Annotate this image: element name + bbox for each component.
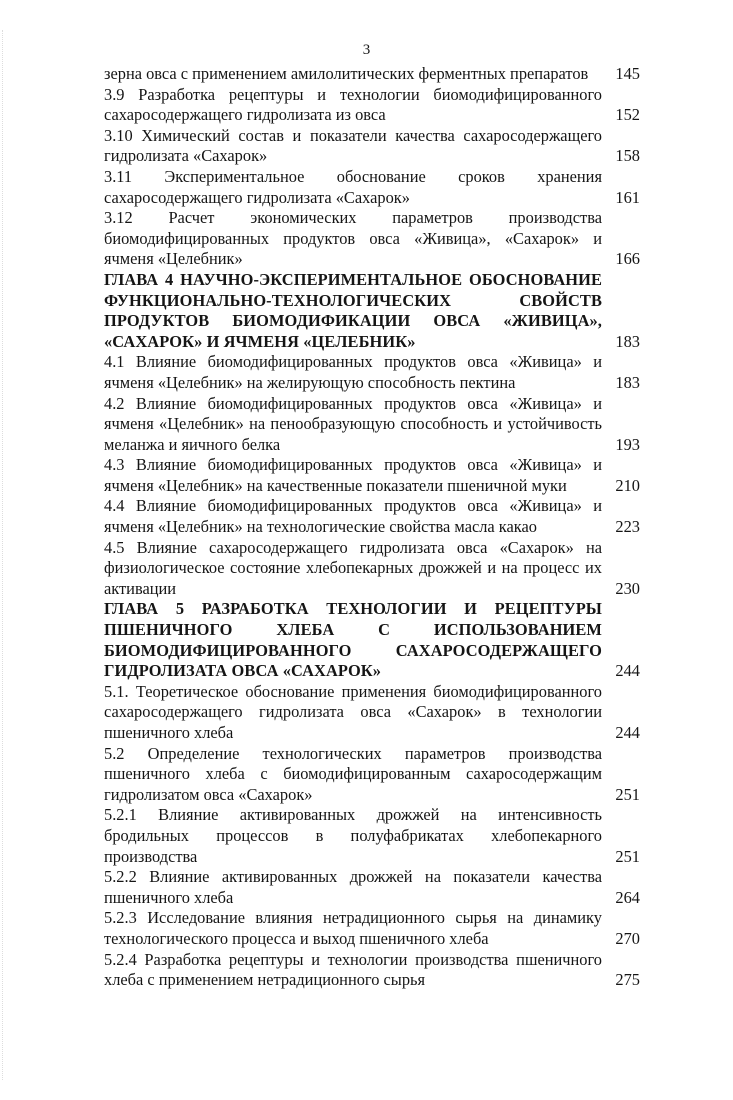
toc-entry-text: 5.2 Определение технологических параметров производства пшеничного хлеба с биомодифицированным сахаросодержащим гидролизатом овса «Сахарок» xyxy=(104,743,602,804)
toc-entry xyxy=(104,950,640,991)
toc-entry-text: 3.12 Расчет экономических параметров производства биомодифицированных продуктов овса «Живица», «Сахарок» и ячменя «Целебник» xyxy=(104,208,602,269)
toc-entry-page: 264 xyxy=(615,887,640,907)
toc-entry-page: 152 xyxy=(615,105,640,125)
toc-entry-text: зерна овса с применением амилолитических ферментных препаратов xyxy=(104,64,589,83)
toc-entry-page: 183 xyxy=(615,372,640,392)
toc-entry-text: 5.2.1 Влияние активированных дрожжей на интенсивность бродильных процессов в полуфабрикатах хлебопекарного производства xyxy=(104,805,602,866)
toc-chapter-title: ГЛАВА 4 НАУЧНО-ЭКСПЕРИМЕНТАЛЬНОЕ ОБОСНОВАНИЕ ФУНКЦИОНАЛЬНО-ТЕХНОЛОГИЧЕСКИХ СВОЙСТВ ПРОДУКТОВ БИОМОДИФИКАЦИИ ОВСА «ЖИВИЦА», «САХАРОК» И ЯЧМЕНЯ «ЦЕЛЕБНИК» xyxy=(104,269,602,351)
toc-entry xyxy=(104,867,640,908)
toc-entry-page: 210 xyxy=(615,475,640,495)
toc-entry-text: 4.5 Влияние сахаросодержащего гидролизата овса «Сахарок» на физиологическое состояние хлебопекарных дрожжей и на процесс их активации xyxy=(104,537,602,598)
toc-entry-page: 230 xyxy=(615,578,640,598)
toc-entry-text: 4.3 Влияние биомодифицированных продуктов овса «Живица» и ячменя «Целебник» на качественные показатели пшеничной муки xyxy=(104,455,602,495)
toc-chapter-heading xyxy=(104,599,640,681)
toc-entry-page: 270 xyxy=(615,928,640,948)
toc-entry xyxy=(104,682,640,744)
toc-entry xyxy=(104,167,640,208)
toc-entry-text: 3.10 Химический состав и показатели качества сахаросодержащего гидролизата «Сахарок» xyxy=(104,125,602,166)
toc-entry-page: 275 xyxy=(615,970,640,990)
toc-entry-text: 5.2.2 Влияние активированных дрожжей на показатели качества пшеничного хлеба xyxy=(104,867,602,907)
toc-entry-page: 251 xyxy=(615,846,640,866)
toc-entry-page: 251 xyxy=(615,784,640,804)
toc-entry-text: 4.4 Влияние биомодифицированных продуктов овса «Живица» и ячменя «Целебник» на технологические свойства масла какао xyxy=(104,496,602,537)
toc-entry-text: 4.1 Влияние биомодифицированных продуктов овса «Живица» и ячменя «Целебник» на желирующую способность пектина xyxy=(104,352,602,392)
toc-entry-page: 158 xyxy=(615,146,640,166)
toc-entry xyxy=(104,805,640,867)
toc-entry xyxy=(104,394,640,456)
toc-chapter-heading xyxy=(104,270,640,352)
toc-entry xyxy=(104,538,640,600)
toc-entry-page: 244 xyxy=(615,723,640,742)
toc-entry-page: 223 xyxy=(615,517,640,537)
table-of-contents xyxy=(104,64,640,991)
toc-entry xyxy=(104,85,640,126)
toc-entry-text: 5.1. Теоретическое обоснование применения биомодифицированного сахаросодержащего гидролизата овса «Сахарок» в технологии пшеничного хлеба xyxy=(104,681,602,742)
toc-entry xyxy=(104,455,640,496)
toc-entry xyxy=(104,908,640,949)
page-number: 3 xyxy=(362,42,371,58)
toc-entry-page: 183 xyxy=(615,331,640,351)
toc-entry-page: 244 xyxy=(615,661,640,681)
toc-entry-text: 5.2.3 Исследование влияния нетрадиционного сырья на динамику технологического процесса и выход пшеничного хлеба xyxy=(104,908,602,948)
toc-entry xyxy=(104,126,640,167)
toc-entry xyxy=(104,496,640,537)
toc-chapter-title: ГЛАВА 5 РАЗРАБОТКА ТЕХНОЛОГИИ И РЕЦЕПТУРЫ ПШЕНИЧНОГО ХЛЕБА С ИСПОЛЬЗОВАНИЕМ БИОМОДИФИЦИРОВАННОГО САХАРОСОДЕРЖАЩЕГО ГИДРОЛИЗАТА ОВСА «САХАРОК» xyxy=(104,599,602,681)
toc-entry-text: 3.11 Экспериментальное обоснование сроков хранения сахаросодержащего гидролизата «Сахарок» xyxy=(104,166,602,207)
toc-entry xyxy=(104,352,640,393)
toc-entry-page: 145 xyxy=(615,64,640,83)
toc-entry-text: 3.9 Разработка рецептуры и технологии биомодифицированного сахаросодержащего гидролизата из овса xyxy=(104,84,602,125)
toc-entry-page: 161 xyxy=(615,187,640,207)
toc-entry-text: 5.2.4 Разработка рецептуры и технологии производства пшеничного хлеба с применением нетрадиционного сырья xyxy=(104,949,602,990)
toc-entry-text: 4.2 Влияние биомодифицированных продуктов овса «Живица» и ячменя «Целебник» на пенообразующую способность и устойчивость меланжа и яичного белка xyxy=(104,393,602,454)
toc-entry xyxy=(104,744,640,806)
toc-entry-page: 166 xyxy=(615,249,640,269)
scan-margin-marks xyxy=(2,30,13,1080)
toc-entry-page: 193 xyxy=(615,434,640,454)
toc-entry xyxy=(104,64,640,85)
toc-entry xyxy=(104,208,640,270)
